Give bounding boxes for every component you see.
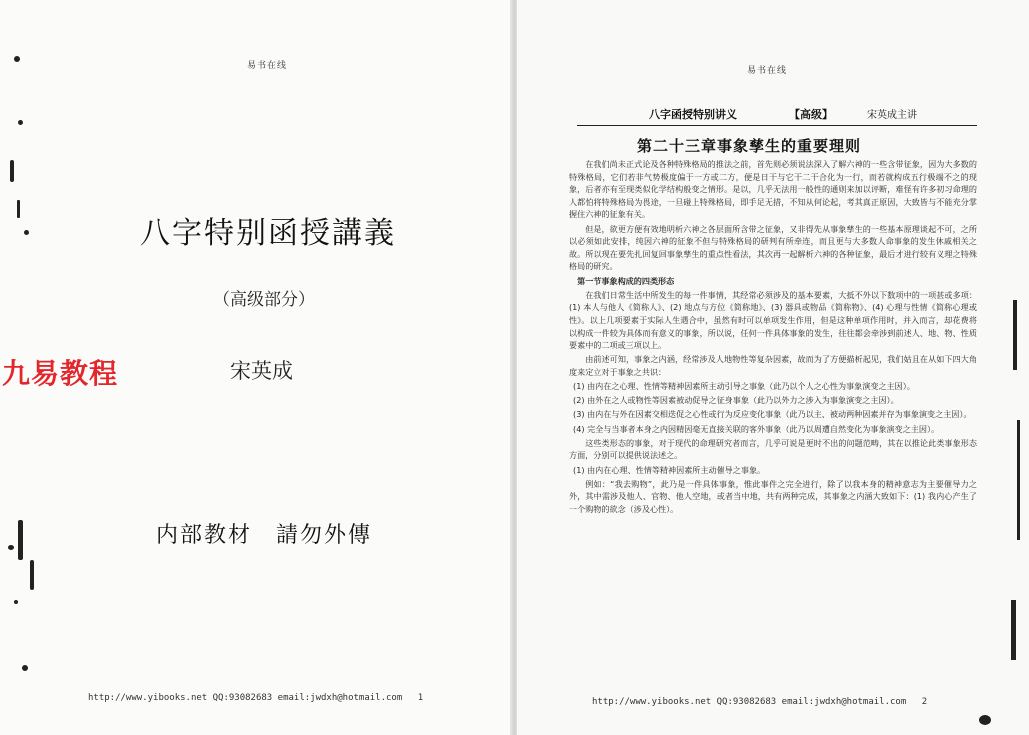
book-title: 八字特别函授講義: [140, 216, 396, 251]
page-footer: [88, 693, 423, 703]
list-item: (3) 由内在与外在因素交相迭促之心性或行为反应变化事象（此乃以主、被动两种因素并存为事象演变之主因）。: [573, 409, 972, 420]
scan-speck: [22, 665, 28, 671]
paragraph: 这些类形态的事象，对于现代的命理研究者而言，几乎可说是更时不出的问题范畴，其在以推论此类事象形态方面，分别可以提供说法述之。: [569, 437, 977, 461]
paragraph: 在我们尚未正式论及各种特殊格局的推法之前，首先则必须说法深入了解六神的一些含带征象，因为大多数的特殊格局，它们若非气势极度偏于一方或二方，便是日干与它干二干合化为一行，而若就构成五行极端不之的现象，后者亦有至现类似化学结构般变之情形。是以，几乎无法用一般性的通则来加以评断，难怪有许多初习命理的人都怕将特殊格局为畏途，一旦碰上特殊格局，即手足无措，不知从何论起，考其真正原因，大致皆与不能充分掌握住六神的征象有关。: [569, 159, 977, 220]
paragraph: 但是，欲更方便有效地明析六神之各层面所含带之征象，又非得先从事象孳生的一些基本原理谈起不可，之所以必须如此安排，纯因六神的征象不但与特殊格局的研判有所牵连，而且更与大多数人命事象的发生休戚相关之故。所以现在要先扎回复回事象孳生的重点性看法，其次再一起解析六神的各种征象，最后才进行较有义理之特殊格局的研究。: [569, 223, 977, 272]
footer-text: http://www.yibooks.net QQ:93082683 email:jwdxh@hotmail.com: [88, 693, 403, 703]
scan-speck: [14, 600, 18, 604]
course-speaker: 宋英成主讲: [867, 110, 917, 121]
list-item: (4) 完全与当事者本身之内因精因毫无直接关联的客外事象（此乃以周遭自然变化为事象演变之主因）。: [573, 423, 940, 434]
section-heading: 第一节事象构成的四类形态: [577, 275, 675, 286]
list-item: (2) 由外在之人或物性等因素被动促导之征身事象（此乃以外力之涉入为事象演变之主因）。: [573, 395, 899, 406]
page-number: 2: [921, 697, 928, 707]
chapter-title: 第二十三章事象孳生的重要理则: [637, 137, 862, 155]
scan-speck: [979, 715, 991, 725]
red-watermark: 九易教程: [2, 357, 119, 390]
scan-speck: [18, 520, 23, 560]
body-text: [569, 158, 977, 648]
scan-speck: [8, 545, 14, 550]
course-level: 【高级】: [789, 108, 833, 121]
footer-text: http://www.yibooks.net QQ:93082683 email:jwdxh@hotmail.com: [592, 697, 907, 707]
right-page: [517, 0, 1029, 735]
scan-speck: [14, 56, 20, 62]
page-header: 易书在线: [747, 66, 788, 76]
paragraph: 由前述可知，事象之内涵，经常涉及人地物性等复杂因素，故而为了方便描析起见，我们姑且在从如下四大角度来定立对于事象之共识：: [569, 354, 977, 377]
course-header: [577, 103, 977, 126]
page-header: 易书在线: [247, 61, 288, 71]
paragraph: 在我们日常生活中所发生的每一件事情，其经常必须涉及的基本要素，大抵不外以下数项中的一项甚或多项：(1) 本人与他人《简称人》、(2) 地点与方位《简称地》、(3) 器具或物品《简称物》、(4) 心理与性情《简称心理或性》。以上几项要素于实际人生遇合中，虽然有时可以单项发生作用，但是这种单项作用时，并入而言，却花费将以构成一件较为具体而有意义的事象，所以说，任何一件具体事象的发生，往往都会牵涉到前述人、地、物、性质要素中的二项或三项以上。: [569, 289, 977, 351]
page-footer: [592, 697, 927, 707]
page-number: 1: [417, 693, 424, 703]
scan-speck: [24, 230, 29, 235]
book-author: 宋英成: [230, 359, 293, 383]
scan-speck: [18, 120, 23, 125]
course-title: 八字函授特别讲义: [649, 108, 737, 121]
scan-speck: [17, 200, 20, 218]
scan-edge-mark: [1013, 300, 1017, 370]
list-item: (1) 由内在之心理、性情等精神因素所主动引导之事象（此乃以个人之心性为事象演变之主因）。: [573, 381, 915, 392]
scan-edge-mark: [1011, 600, 1016, 660]
book-subtitle: （高级部分）: [213, 290, 315, 310]
scan-speck: [30, 560, 34, 590]
scan-speck: [10, 160, 14, 182]
scan-edge-mark: [1017, 420, 1020, 540]
list-item: (1) 由内在心理、性情等精神因素所主动催导之事象。: [573, 464, 766, 475]
left-page: [0, 0, 512, 735]
internal-use-note: 内部教材 請勿外傳: [156, 523, 373, 548]
paragraph: 例如：“我去购物”，此乃是一件具体事象，惟此事件之完全进行，除了以我本身的精神意志为主要催导力之外，其中需涉及他人、官物、他人空地，或者当中地，共有两种完成，其事象之内涵大致如下：(1) 我内心产生了一个购物的欲念（涉及心性）。: [569, 478, 977, 514]
